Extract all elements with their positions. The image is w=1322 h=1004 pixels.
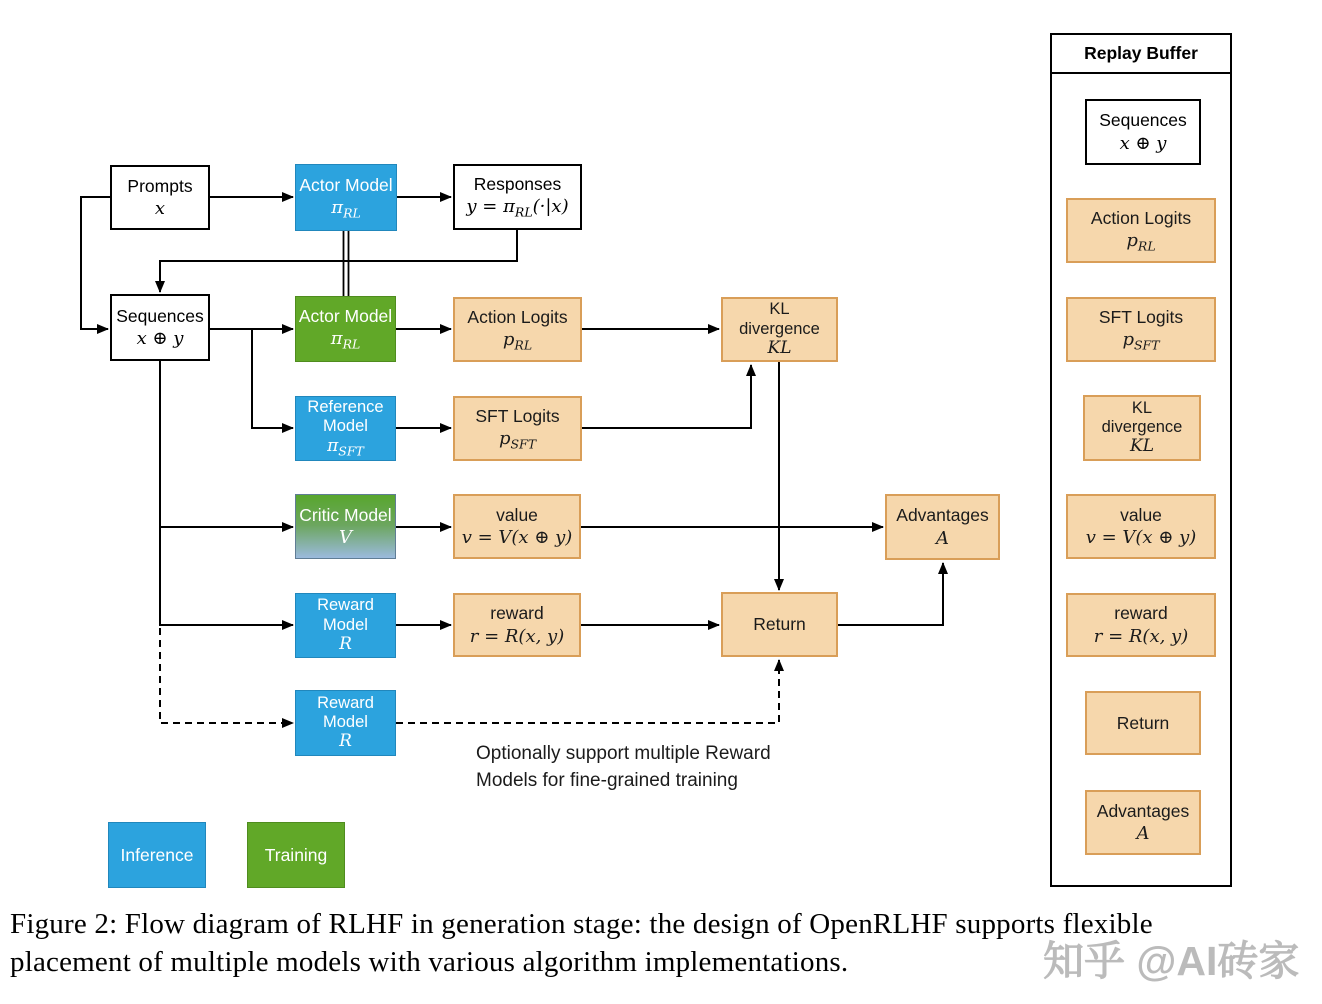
rb-action-logits-label: Action Logits [1090, 207, 1192, 228]
reward-box [453, 593, 581, 657]
rb-sft-logits-label: SFT Logits [1098, 306, 1184, 327]
reward-model-box [295, 593, 396, 658]
actor-model-inference-box [295, 164, 397, 231]
prompts-math: x [154, 198, 166, 220]
responses-box [453, 164, 582, 230]
reward-model-math: R [339, 633, 352, 654]
reward-label: reward [490, 603, 544, 624]
rb-kl-divergence-box [1083, 395, 1201, 461]
figure-caption-line1: Figure 2: Flow diagram of RLHF in generation stage: the design of OpenRLHF supports flexible [10, 908, 1153, 940]
kl-divergence-box [721, 297, 838, 362]
value-box [453, 494, 581, 559]
return-box [721, 592, 838, 657]
reference-model-label: Reference Model [307, 398, 384, 436]
reference-model-box [295, 396, 396, 461]
rb-sequences-label: Sequences [1099, 110, 1187, 131]
rb-advantages-math: A [1136, 823, 1150, 845]
optional-reward-note-line1: Optionally support multiple Reward [476, 743, 771, 764]
rb-reward-label: reward [1114, 603, 1168, 624]
rb-return-box [1085, 691, 1201, 755]
sft-logits-label: SFT Logits [475, 405, 560, 426]
sft-logits-math: $p_{SFT}$ [498, 427, 537, 452]
responses-label: Responses [473, 174, 562, 194]
rb-advantages-box [1085, 790, 1201, 855]
rb-advantages-label: Advantages [1096, 800, 1190, 821]
kl-divergence-math: KL [767, 337, 792, 358]
rb-sequences-box [1085, 99, 1201, 165]
rb-sft-logits-box [1066, 297, 1216, 362]
return-label: Return [753, 614, 806, 635]
optional-reward-note [476, 740, 771, 794]
actor-model-training-label: Actor Model [298, 306, 393, 326]
responses-math: $y = \pi_{RL}(\cdot|x)$ [466, 196, 569, 220]
legend-training-box [247, 822, 345, 888]
rb-kl-divergence-math: KL [1130, 436, 1154, 457]
reward-model-optional-label: Reward Model [317, 693, 374, 732]
advantages-label: Advantages [896, 505, 989, 526]
figure-caption-line2: placement of multiple models with various algorithm implementations. [10, 945, 849, 978]
prompts-box [110, 165, 210, 230]
actor-model-training-math: $\pi_{RL}$ [330, 328, 361, 352]
reward-math: r = R(x, y) [469, 625, 565, 647]
value-math: v = V(x ⊕ y) [461, 527, 573, 549]
rb-action-logits-math: $p_{RL}$ [1126, 229, 1156, 254]
reward-model-label: Reward Model [317, 596, 374, 634]
legend-inference-label: Inference [120, 844, 194, 865]
sequences-box [110, 294, 210, 361]
advantages-box [885, 494, 1000, 560]
reward-model-optional-math: R [339, 731, 352, 752]
action-logits-box [453, 297, 582, 362]
replay-buffer-title: Replay Buffer [1052, 35, 1230, 74]
actor-model-inference-label: Actor Model [299, 174, 393, 195]
rb-value-box [1066, 494, 1216, 559]
sequences-label: Sequences [116, 305, 204, 326]
action-logits-math: $p_{RL}$ [502, 328, 533, 353]
critic-model-math: V [339, 527, 352, 549]
prompts-label: Prompts [127, 175, 193, 196]
rb-sft-logits-math: $p_{SFT}$ [1122, 328, 1160, 353]
advantages-math: A [936, 527, 949, 549]
rb-action-logits-box [1066, 198, 1216, 263]
legend-training-label: Training [264, 844, 328, 865]
rb-return-label: Return [1116, 712, 1170, 733]
rb-reward-box [1066, 593, 1216, 657]
actor-model-training-box [295, 296, 396, 362]
legend-inference-box [108, 822, 206, 888]
rb-reward-math: r = R(x, y) [1093, 625, 1189, 647]
value-label: value [496, 504, 538, 525]
sequences-math: x ⊕ y [136, 328, 184, 350]
rb-kl-divergence-label: KL divergence [1101, 398, 1183, 437]
rb-value-label: value [1120, 504, 1162, 525]
sft-logits-box [453, 396, 582, 461]
critic-model-box [295, 494, 396, 559]
rb-sequences-math: x ⊕ y [1119, 132, 1167, 154]
reward-model-optional-box [295, 690, 396, 756]
critic-model-label: Critic Model [299, 504, 392, 525]
kl-divergence-label: KL divergence [739, 300, 820, 338]
action-logits-label: Action Logits [467, 306, 568, 327]
reference-model-math: $\pi_{SFT}$ [327, 435, 364, 459]
rb-value-math: v = V(x ⊕ y) [1085, 527, 1197, 549]
optional-reward-note-line2: Models for fine-grained training [476, 770, 738, 791]
actor-model-inference-math: $\pi_{RL}$ [331, 196, 361, 221]
watermark-text: 知乎 @AI砖家 [1043, 938, 1300, 984]
